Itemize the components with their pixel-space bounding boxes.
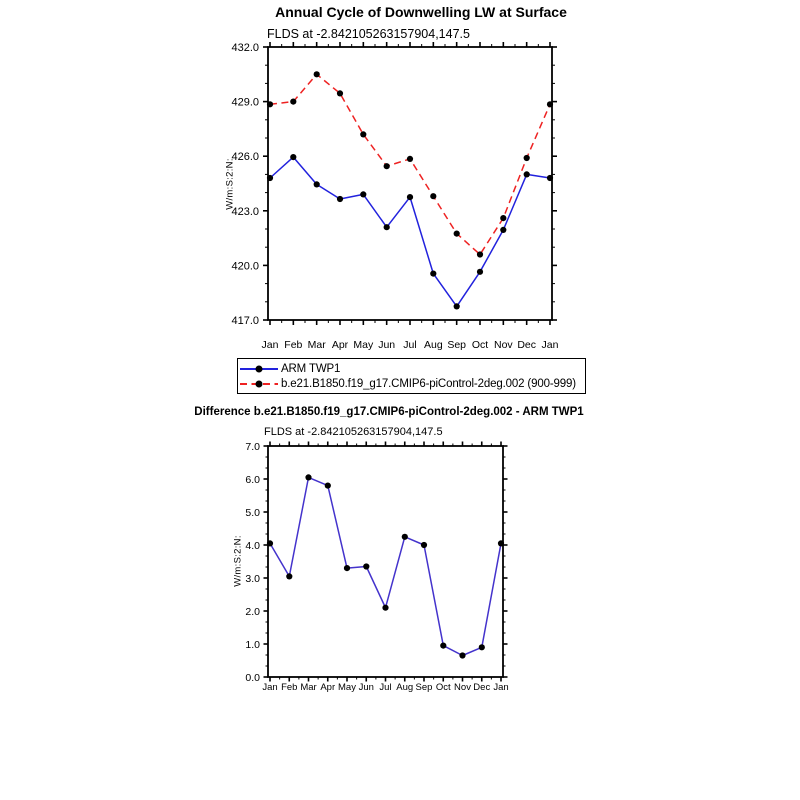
data-point-marker [524,155,530,161]
month-label: Jul [403,339,417,351]
y-tick-label: 0.0 [245,671,260,684]
month-label: Nov [454,682,471,693]
plot-border [268,446,503,677]
data-point-marker [477,269,483,275]
data-point-marker [402,534,408,540]
y-tick-label: 426.0 [231,151,259,164]
month-label: Apr [320,682,336,693]
y-tick-label: 417.0 [231,314,259,327]
bottom-chart-y-axis-label: W/m:S:2:N: [232,535,244,587]
black-marker-dot-icon [256,380,263,387]
legend-line-sample-blue [240,368,278,370]
data-point-marker [500,215,506,221]
data-point-marker [286,573,292,579]
y-tick-label: 7.0 [245,440,260,453]
y-tick-label: 1.0 [245,638,260,651]
month-label: Nov [493,339,513,351]
legend-label: b.e21.B1850.f19_g17.CMIP6-piControl-2deg.002 (900-999) [281,377,576,390]
legend-entry-model-run [240,376,581,391]
month-label: Mar [307,339,326,351]
y-tick-label: 5.0 [245,506,260,519]
month-label: Aug [396,682,414,693]
data-point-marker [498,540,504,546]
data-point-marker [382,605,388,611]
data-point-marker [305,474,311,480]
data-point-marker [384,163,390,169]
month-label: Feb [284,339,303,351]
y-tick-label: 423.0 [231,205,259,218]
month-label: Mar [300,682,317,693]
month-label: Oct [435,682,451,693]
data-point-marker [384,224,390,230]
y-tick-label: 3.0 [245,572,260,585]
data-point-marker [325,483,331,489]
series-line-difference [270,477,501,655]
month-label: May [338,682,356,693]
data-point-marker [360,191,366,197]
top-chart-subtitle: FLDS at -2.842105263157904,147.5 [267,27,470,41]
data-point-marker [267,101,273,107]
y-tick-label: 429.0 [231,96,259,109]
series-line-arm-twp1 [270,157,550,306]
month-label: Jan [261,339,279,351]
data-point-marker [440,643,446,649]
data-point-marker [407,194,413,200]
month-label: Dec [517,339,537,351]
data-point-marker [547,175,553,181]
data-point-marker [454,303,460,309]
month-label: May [353,339,374,351]
month-label: Jan [541,339,559,351]
data-point-marker [430,271,436,277]
top-chart-y-axis-label: W/m:S:2:N: [224,158,236,210]
data-point-marker [314,181,320,187]
month-label: Jun [378,339,396,351]
month-label: Jan [493,682,509,693]
data-point-marker [500,227,506,233]
data-point-marker [337,90,343,96]
legend-entry-arm-twp1 [240,361,581,376]
y-tick-label: 4.0 [245,539,260,552]
data-point-marker [479,644,485,650]
data-point-marker [477,251,483,257]
month-label: Apr [331,339,349,351]
data-point-marker [267,175,273,181]
black-marker-dot-icon [256,365,263,372]
month-label: Dec [473,682,491,693]
data-point-marker [337,196,343,202]
data-point-marker [547,101,553,107]
y-tick-label: 432.0 [231,41,259,54]
month-label: Sep [447,339,467,351]
month-label: Jul [379,682,392,693]
data-point-marker [314,71,320,77]
month-label: Jun [358,682,374,693]
data-point-marker [290,154,296,160]
data-point-marker [407,156,413,162]
month-label: Aug [423,339,443,351]
legend-line-sample-red [240,383,278,385]
plot-border [268,47,552,320]
data-point-marker [344,565,350,571]
legend-label: ARM TWP1 [281,362,341,375]
y-tick-label: 6.0 [245,473,260,486]
bottom-chart-subtitle: FLDS at -2.842105263157904,147.5 [264,426,443,438]
y-tick-label: 2.0 [245,605,260,618]
month-label: Feb [281,682,298,693]
bottom-chart-title: Difference b.e21.B1850.f19_g17.CMIP6-piControl-2deg.002 - ARM TWP1 [194,406,584,418]
data-point-marker [290,99,296,105]
data-point-marker [421,542,427,548]
month-label: Sep [415,682,433,693]
month-label: Jan [262,682,278,693]
top-chart-title: Annual Cycle of Downwelling LW at Surface [275,4,567,20]
data-point-marker [454,231,460,237]
data-point-marker [459,652,465,658]
data-point-marker [363,563,369,569]
data-point-marker [524,171,530,177]
y-tick-label: 420.0 [231,260,259,273]
month-label: Oct [471,339,489,351]
legend [237,358,586,394]
series-line-b-e21-b1850-f19-g17-cmip6-picontrol-2deg [270,74,550,254]
data-point-marker [267,540,273,546]
data-point-marker [430,193,436,199]
data-point-marker [360,131,366,137]
